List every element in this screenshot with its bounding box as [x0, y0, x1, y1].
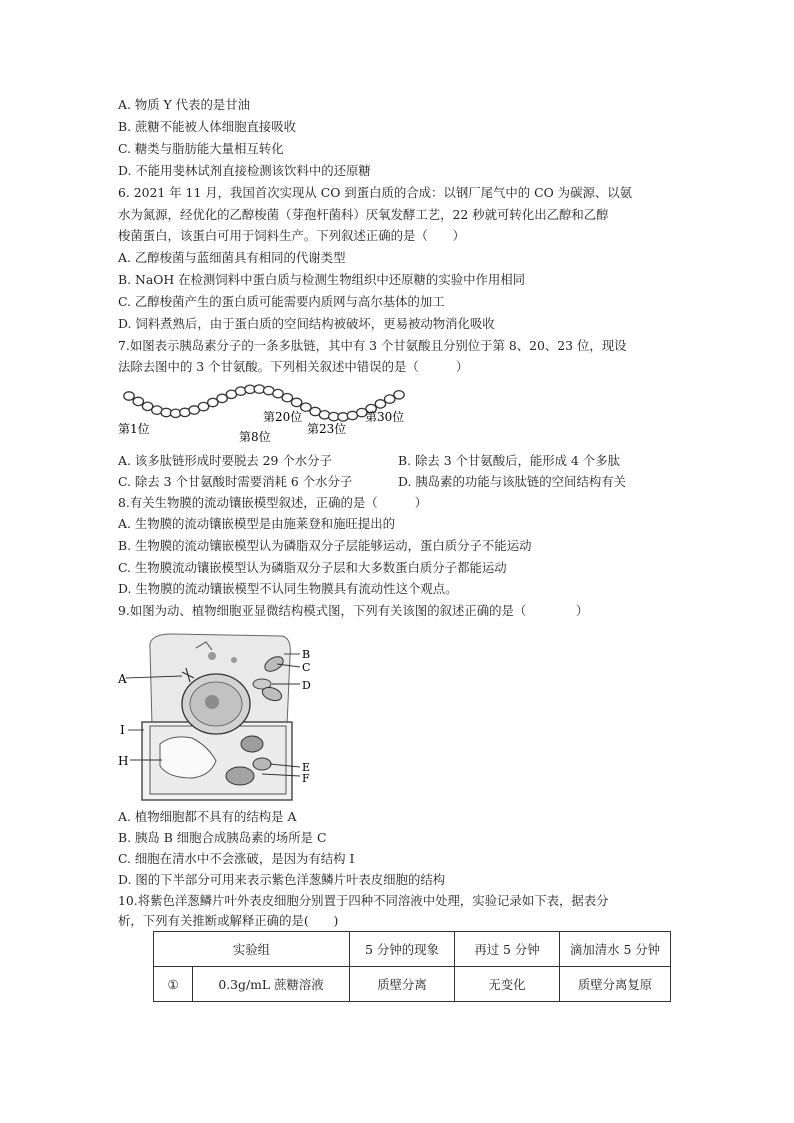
- q9-option-b: B. 胰岛 B 细胞合成胰岛素的场所是 C: [118, 830, 327, 845]
- table-cell: 质壁分离: [350, 967, 455, 1002]
- table-header-cell: 滴加清水 5 分钟: [560, 932, 671, 967]
- label-pos8: 第8位: [239, 430, 271, 444]
- table-row: [154, 967, 671, 1002]
- experiment-table: [153, 931, 671, 1002]
- cell-label-b: B: [302, 648, 311, 661]
- q6-option-b: B. NaOH 在检测饲料中蛋白质与检测生物组织中还原糖的实验中作用相同: [118, 272, 526, 287]
- q8-option-a: A. 生物膜的流动镶嵌模型是由施莱登和施旺提出的: [118, 516, 396, 531]
- amino-acid-bead: [282, 394, 292, 402]
- table-header-row: [154, 932, 671, 967]
- q7-option-d: D. 胰岛素的功能与该肽链的空间结构有关: [398, 474, 627, 489]
- amino-acid-bead: [254, 385, 264, 393]
- table-cell: ①: [154, 967, 193, 1002]
- polypeptide-chain-figure: [115, 375, 415, 445]
- q10-stem-line-2: 析，下列有关推断或解释正确的是( ): [118, 913, 339, 928]
- cell-label-f: F: [302, 772, 310, 785]
- amino-acid-bead: [385, 395, 395, 403]
- amino-acid-bead: [375, 400, 385, 408]
- amino-acid-bead: [133, 397, 143, 405]
- q6-option-a: A. 乙醇梭菌与蓝细菌具有相同的代谢类型: [118, 250, 346, 265]
- table-header-cell: 实验组: [154, 932, 350, 967]
- amino-acid-bead: [124, 392, 134, 400]
- q9-option-a: A. 植物细胞都不具有的结构是 A: [118, 809, 297, 824]
- label-pos20: 第20位: [263, 410, 303, 424]
- label-pos30: 第30位: [365, 410, 405, 424]
- q5-option-c: C. 糖类与脂肪能大量相互转化: [118, 141, 284, 156]
- q6-option-d: D. 饲料煮熟后，由于蛋白质的空间结构被破坏，更易被动物消化吸收: [118, 316, 495, 331]
- q7-stem-line-2: 法除去图中的 3 个甘氨酸。下列相关叙述中错误的是（ ）: [118, 359, 469, 374]
- cell-label-c: C: [302, 661, 311, 674]
- cell-label-i: I: [120, 723, 125, 737]
- q7-option-a: A. 该多肽链形成时要脱去 29 个水分子: [118, 453, 332, 468]
- label-pos1: 第1位: [118, 422, 150, 436]
- q8-stem: 8.有关生物膜的流动镶嵌模型叙述，正确的是（ ）: [118, 495, 428, 510]
- amino-acid-bead: [291, 398, 301, 406]
- cell-label-e: E: [302, 761, 311, 774]
- q6-stem-line-3: 梭菌蛋白，该蛋白可用于饲料生产。下列叙述正确的是（ ）: [118, 228, 465, 243]
- q8-option-b: B. 生物膜的流动镶嵌模型认为磷脂双分子层能够运动，蛋白质分子不能运动: [118, 538, 532, 553]
- table-cell: 质壁分离复原: [560, 967, 671, 1002]
- amino-acid-bead: [338, 413, 348, 421]
- cell-label-a: A: [118, 672, 127, 686]
- q9-option-c: C. 细胞在清水中不会涨破，是因为有结构 I: [118, 851, 355, 866]
- q9-stem: 9.如图为动、植物细胞亚显微结构模式图，下列有关该图的叙述正确的是（ ）: [118, 603, 589, 618]
- q7-option-b: B. 除去 3 个甘氨酸后，能形成 4 个多肽: [398, 453, 620, 468]
- q5-option-d: D. 不能用斐林试剂直接检测该饮料中的还原糖: [118, 163, 371, 178]
- q5-option-b: B. 蔗糖不能被人体细胞直接吸收: [118, 119, 297, 134]
- amino-acid-bead: [394, 391, 404, 399]
- label-pos23: 第23位: [307, 422, 347, 436]
- q10-stem-line-1: 10.将紫色洋葱鳞片叶外表皮细胞分别置于四种不同溶液中处理，实验记录如下表，据表分: [118, 893, 609, 908]
- table-cell: 无变化: [455, 967, 560, 1002]
- cell-structure-figure: [112, 626, 322, 804]
- q6-stem-line-2: 水为氮源，经优化的乙醇梭菌（芽孢杆菌科）厌氧发酵工艺，22 秒就可转化出乙醇和乙醇: [118, 207, 609, 222]
- table-cell: 0.3g/mL 蔗糖溶液: [193, 967, 350, 1002]
- q5-option-a: A. 物质 Y 代表的是甘油: [118, 97, 251, 112]
- table-header-cell: 5 分钟的现象: [350, 932, 455, 967]
- q9-option-d: D. 图的下半部分可用来表示紫色洋葱鳞片叶表皮细胞的结构: [118, 872, 446, 887]
- cell-label-h: H: [118, 754, 129, 768]
- q7-option-c: C. 除去 3 个甘氨酸时需要消耗 6 个水分子: [118, 474, 353, 489]
- q6-stem-line-1: 6. 2021 年 11 月，我国首次实现从 CO 到蛋白质的合成：以钢厂尾气中的 CO 为碳源、以氨: [118, 185, 633, 200]
- q8-option-c: C. 生物膜流动镶嵌模型认为磷脂双分子层和大多数蛋白质分子都能运动: [118, 560, 507, 575]
- q6-option-c: C. 乙醇梭菌产生的蛋白质可能需要内质网与高尔基体的加工: [118, 294, 445, 309]
- cell-label-d: D: [302, 679, 311, 692]
- table-header-cell: 再过 5 分钟: [455, 932, 560, 967]
- q8-option-d: D. 生物膜的流动镶嵌模型不认同生物膜具有流动性这个观点。: [118, 581, 458, 596]
- q7-stem-line-1: 7.如图表示胰岛素分子的一条多肽链，其中有 3 个甘氨酸且分别位于第 8、20、23 位，现设: [118, 338, 627, 353]
